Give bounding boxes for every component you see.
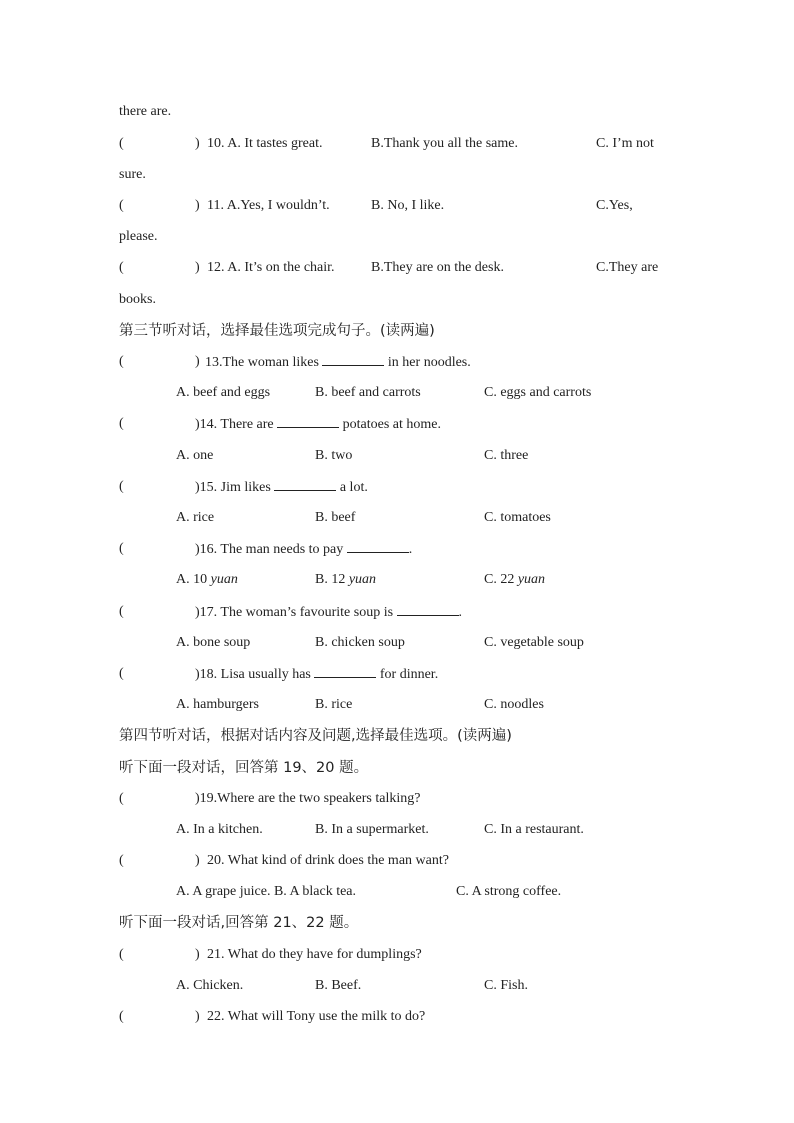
q15-stem-pre: )15. Jim likes [195,480,271,495]
q14-options [119,445,679,467]
q13-stem-pre: 13.The woman likes [205,355,319,370]
q21-option-a: A. Chicken. [176,978,244,993]
question-21 [119,944,679,966]
q11-option-b: B. No, I like. [371,198,445,213]
currency-unit: yuan [517,572,546,587]
q13-stem-post: in her noodles. [387,355,471,370]
answer-blank [277,413,339,428]
answer-paren-right: ) [195,1009,200,1024]
question-15 [119,476,679,498]
q16-stem-pre: )16. The man needs to pay [195,542,344,557]
q13-options [119,382,679,404]
q15-stem-post: a lot. [339,480,368,495]
answer-paren-left: ( [119,416,124,431]
q17-option-b: B. chicken soup [315,635,405,650]
q19-option-b: B. In a supermarket. [315,822,429,837]
q11-option-a: 11. A.Yes, I wouldn’t. [207,198,330,213]
q12-continuation [119,289,679,311]
q16-option-b [315,569,376,591]
q13-stem [205,351,471,374]
q16-stem-post: . [408,542,413,557]
q14-stem [195,413,441,436]
subsection-21-22-title: 听下面一段对话,回答第 21、22 题。 [119,915,359,931]
q12-option-c: C.They are [596,260,659,275]
q13-option-b: B. beef and carrots [315,385,421,400]
question-17 [119,601,679,623]
q21-option-c: C. Fish. [484,978,528,993]
answer-paren-left: ( [119,666,124,681]
currency-unit: yuan [210,572,238,587]
q18-stem-pre: )18. Lisa usually has [195,667,311,682]
q15-option-c: C. tomatoes [484,510,551,525]
q15-option-a: A. rice [176,510,215,525]
q10-option-b: B.Thank you all the same. [371,136,518,151]
answer-blank [322,351,384,366]
q14-option-b: B. two [315,448,353,463]
q14-stem-pre: )14. There are [195,417,274,432]
q21-option-b: B. Beef. [315,978,362,993]
answer-paren-left: ( [119,853,124,868]
q21-options [119,975,679,997]
q14-option-c: C. three [484,448,529,463]
q10-option-c: C. I’m not [596,136,654,151]
q14-option-a: A. one [176,448,214,463]
q12-option-b: B.They are on the desk. [371,260,504,275]
question-16 [119,538,679,560]
q19-options [119,819,679,841]
q10-continuation [119,164,679,186]
q18-stem [195,663,438,686]
q19-option-a: A. In a kitchen. [176,822,263,837]
answer-blank [274,476,336,491]
q17-stem [195,601,462,624]
currency-unit: yuan [348,572,377,587]
q18-option-c: C. noodles [484,697,544,712]
question-18 [119,663,679,685]
q12-cont-text: books. [119,292,156,307]
answer-blank [397,601,459,616]
q9-continuation [119,101,679,123]
answer-paren-right: ) [195,198,200,213]
section-3-title: 第三节听对话，选择最佳选项完成句子。(读两遍) [119,323,435,339]
answer-blank [347,538,409,553]
q16-option-a [176,569,238,591]
answer-paren-left: ( [119,198,124,213]
q16-stem [195,538,412,561]
q17-option-a: A. bone soup [176,635,251,650]
answer-paren-right: ) [195,136,200,151]
question-13 [119,351,679,373]
section-3-heading [119,320,679,342]
question-19 [119,788,679,810]
subsection-19-20 [119,757,679,779]
question-22 [119,1006,679,1028]
q18-stem-post: for dinner. [379,667,439,682]
answer-paren-left: ( [119,541,124,556]
q10-option-a: 10. A. It tastes great. [207,136,323,151]
section-4-heading [119,725,679,747]
q16-option-b-value: B. 12 [315,572,346,587]
q14-stem-post: potatoes at home. [342,417,442,432]
question-20 [119,850,679,872]
q20-option-c: C. A strong coffee. [456,884,562,899]
answer-paren-left: ( [119,479,124,494]
q18-option-a: A. hamburgers [176,697,259,712]
subsection-21-22 [119,912,679,934]
q22-stem: 22. What will Tony use the milk to do? [207,1009,426,1024]
q11-option-c: C.Yes, [596,198,633,213]
q11-cont-text: please. [119,229,158,244]
q10-cont-text: sure. [119,167,146,182]
q17-options [119,632,679,654]
answer-paren-left: ( [119,354,124,369]
answer-paren-right: ) [195,947,200,962]
answer-paren-left: ( [119,947,124,962]
q18-options [119,694,679,716]
section-4-title: 第四节听对话，根据对话内容及问题,选择最佳选项。(读两遍) [119,728,512,744]
answer-blank [314,663,376,678]
q15-option-b: B. beef [315,510,356,525]
answer-paren-left: ( [119,1009,124,1024]
q15-options [119,507,679,529]
subsection-19-20-title: 听下面一段对话，回答第 19、20 题。 [119,760,369,776]
q20-options [119,881,679,903]
answer-paren-left: ( [119,791,124,806]
answer-paren-right: ) [195,853,200,868]
q20-option-ab: A. A grape juice. B. A black tea. [176,884,357,899]
q16-option-a-value: A. 10 [176,572,208,587]
question-10 [119,133,679,155]
answer-paren-left: ( [119,136,124,151]
answer-paren-right: ) [195,354,200,369]
answer-paren-right: ) [195,260,200,275]
q15-stem [195,476,368,499]
q12-option-a: 12. A. It’s on the chair. [207,260,335,275]
q19-option-c: C. In a restaurant. [484,822,584,837]
q16-option-c [484,569,545,591]
q19-stem: )19.Where are the two speakers talking? [195,791,421,806]
q16-options [119,569,679,591]
q17-option-c: C. vegetable soup [484,635,584,650]
q16-option-c-value: C. 22 [484,572,515,587]
q20-stem: 20. What kind of drink does the man want? [207,853,449,868]
q11-continuation [119,226,679,248]
question-11 [119,195,679,217]
q13-option-a: A. beef and eggs [176,385,271,400]
answer-paren-left: ( [119,604,124,619]
q17-stem-pre: )17. The woman’s favourite soup is [195,605,394,620]
question-14 [119,413,679,435]
answer-paren-left: ( [119,260,124,275]
question-12 [119,257,679,279]
q17-stem-post: . [458,605,463,620]
q13-option-c: C. eggs and carrots [484,385,592,400]
q18-option-b: B. rice [315,697,353,712]
q9-cont-text: there are. [119,104,172,119]
q21-stem: 21. What do they have for dumplings? [207,947,422,962]
